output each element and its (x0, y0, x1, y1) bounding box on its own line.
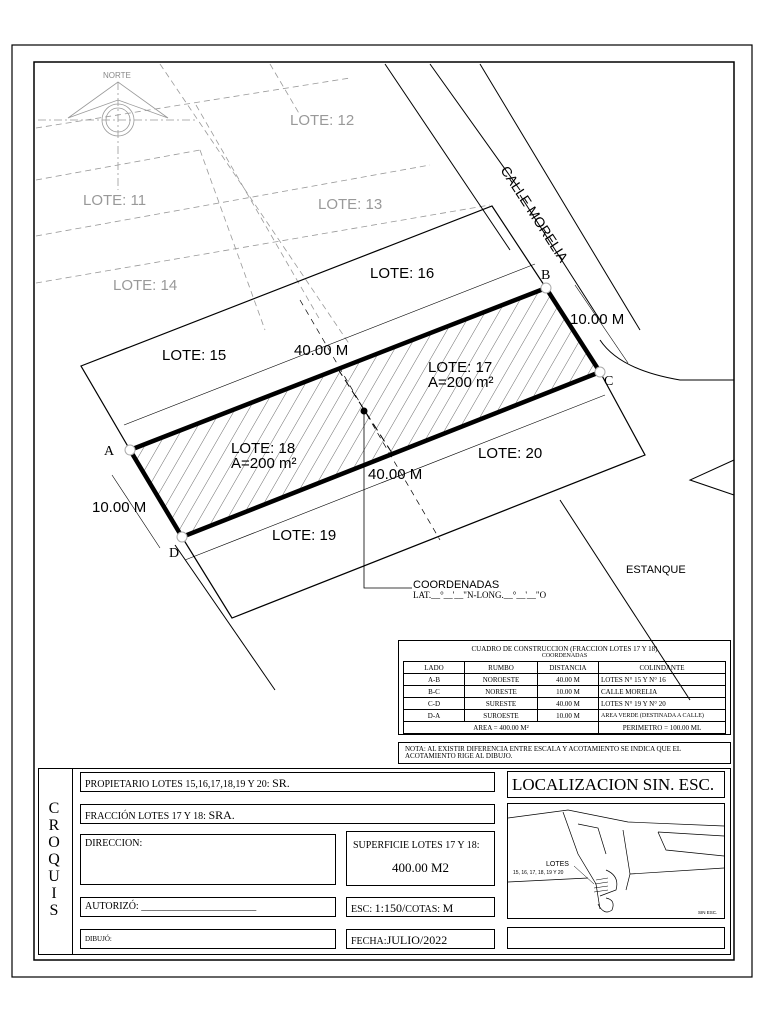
header-lado: LADO (404, 662, 465, 674)
cell: D-A (404, 710, 465, 722)
drawn-by-field (80, 929, 336, 949)
table-header-row (404, 662, 726, 674)
scale-field (346, 897, 495, 917)
construction-table-title: CUADRO DE CONSTRUCCION (FRACCION LOTES 17 Y 18) (471, 645, 658, 653)
table-summary-row (404, 722, 726, 734)
drawn-by-label: DIBUJÓ: (85, 935, 112, 943)
lote-13-label: LOTE: 13 (318, 196, 383, 213)
lote-19-label: LOTE: 19 (272, 527, 337, 544)
map-lotes-list: 15, 16, 17, 18, 19 Y 20 (513, 870, 564, 876)
map-scale-label: SIN ESC. (698, 910, 718, 915)
date-field (346, 929, 495, 949)
authorized-label: AUTORIZÓ: _______________________ (85, 901, 257, 912)
owner-field (80, 772, 495, 792)
lote-15-label: LOTE: 15 (162, 347, 227, 364)
dimension-top: 40.00 M (294, 342, 349, 359)
cell: 40.00 M (538, 698, 599, 710)
lote-17-label: LOTE: 17 (428, 359, 493, 376)
surface-label: SUPERFICIE LOTES 17 Y 18: (353, 840, 480, 851)
table-row (404, 698, 726, 710)
title-block-divider (72, 768, 73, 955)
cell: AREA VERDE (DESTINADA A CALLE) (599, 710, 726, 722)
coordinates-value: LAT.__°__'__"N-LONG.__°__'__"O (413, 590, 547, 600)
north-label: NORTE (103, 71, 131, 80)
cell: LOTES N° 19 Y N° 20 (599, 698, 726, 710)
north-arrow-icon (38, 82, 198, 190)
cell: CALLE MORELIA (599, 686, 726, 698)
surface-field (346, 831, 495, 886)
perimeter-total: PERIMETRO = 100.00 ML (599, 722, 726, 734)
vertex-a-label: A (104, 444, 115, 459)
fraction-field-label: FRACCIÓN LOTES 17 Y 18: SRA. (85, 808, 235, 822)
cell: A-B (404, 674, 465, 686)
pond-label: ESTANQUE (626, 564, 686, 576)
cell: LOTES N° 15 Y N° 16 (599, 674, 726, 686)
cell: B-C (404, 686, 465, 698)
cell: C-D (404, 698, 465, 710)
fraction-field (80, 804, 495, 824)
dimension-left: 10.00 M (92, 499, 147, 516)
cell: 40.00 M (538, 674, 599, 686)
note-box (398, 742, 731, 764)
cell: 10.00 M (538, 710, 599, 722)
table-row (404, 686, 726, 698)
dimension-bottom: 40.00 M (368, 466, 423, 483)
date-text: FECHA:JULIO/2022 (351, 933, 448, 947)
location-title: LOCALIZACION SIN. ESC. (512, 775, 715, 794)
vertex-c-label: C (604, 374, 614, 389)
cell: NOROESTE (465, 674, 538, 686)
scale-text: ESC: 1:150/COTAS: M (351, 901, 454, 915)
cell: SURESTE (465, 698, 538, 710)
table-row (404, 710, 726, 722)
lote-14-label: LOTE: 14 (113, 277, 178, 294)
address-field (80, 834, 336, 885)
area-total: AREA = 400.00 M² (404, 722, 599, 734)
note-text: NOTA: AL EXISTIR DIFERENCIA ENTRE ESCALA Y ACOTAMIENTO SE INDICA QUE EL ACOTAMIENTO RIGE AL DIBUJO. (405, 745, 681, 760)
construction-table (403, 661, 726, 734)
map-lotes-label: LOTES (546, 861, 569, 868)
blank-field (507, 927, 725, 949)
address-label: DIRECCION: (85, 838, 143, 849)
croquis-label: C R O Q U I S (48, 800, 60, 919)
surface-value: 400.00 M2 (391, 860, 450, 875)
lote-18-area: A=200 m² (231, 455, 297, 472)
lote-12-label: LOTE: 12 (290, 112, 355, 129)
lote-11-label: LOTE: 11 (83, 192, 147, 209)
cell: NORESTE (465, 686, 538, 698)
location-title-box (507, 771, 725, 798)
cell: SUROESTE (465, 710, 538, 722)
location-map-drawing (508, 804, 724, 918)
header-colindante: COLINDANTE (599, 662, 726, 674)
lote-16-label: LOTE: 16 (370, 265, 435, 282)
header-distancia: DISTANCIA (538, 662, 599, 674)
lote-20-label: LOTE: 20 (478, 445, 543, 462)
dimension-right: 10.00 M (570, 311, 625, 328)
owner-field-label: PROPIETARIO LOTES 15,16,17,18,19 Y 20: SR. (85, 776, 290, 790)
street-label: CALLE MORELIA (497, 162, 572, 265)
construction-table-subtitle: COORDENADAS (541, 653, 588, 659)
construction-table-box (398, 640, 731, 735)
table-row (404, 674, 726, 686)
lote-18-label: LOTE: 18 (231, 440, 296, 457)
vertex-d-label: D (169, 546, 180, 561)
lote-17-area: A=200 m² (428, 374, 494, 391)
location-map (507, 803, 725, 919)
authorized-field (80, 897, 336, 917)
cell: 10.00 M (538, 686, 599, 698)
header-rumbo: RUMBO (465, 662, 538, 674)
vertex-b-label: B (541, 268, 551, 283)
coordinates-title: COORDENADAS (413, 579, 500, 591)
